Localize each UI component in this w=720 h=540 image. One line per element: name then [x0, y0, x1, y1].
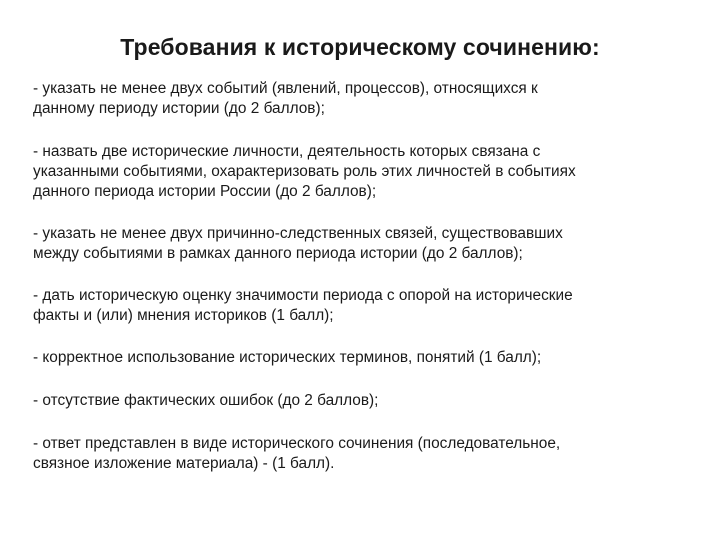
list-item: [33, 286, 688, 326]
list-item-line: факты и (или) мнения историков (1 балл);: [33, 307, 334, 324]
list-item: [33, 79, 688, 119]
page-title: Требования к историческому сочинению:: [120, 34, 600, 60]
list-item-line: - указать не менее двух событий (явлений, процессов), относящихся к: [33, 80, 538, 97]
list-item-line: - назвать две исторические личности, деятельность которых связана с: [33, 143, 541, 160]
list-item-line: между событиями в рамках данного периода истории (до 2 баллов);: [33, 245, 523, 262]
list-item-line: данному периоду истории (до 2 баллов);: [33, 100, 325, 117]
list-item-line: - корректное использование исторических терминов, понятий (1 балл);: [33, 349, 542, 366]
list-item-line: - указать не менее двух причинно-следственных связей, существовавших: [33, 225, 563, 242]
list-item-line: данного периода истории России (до 2 баллов);: [33, 183, 377, 200]
list-item-line: указанными событиями, охарактеризовать роль этих личностей в событиях: [33, 163, 576, 180]
list-item-line: - отсутствие фактических ошибок (до 2 баллов);: [33, 392, 379, 409]
list-item-line: связное изложение материала) - (1 балл).: [33, 455, 335, 472]
list-item-line: - дать историческую оценку значимости периода с опорой на исторические: [33, 287, 573, 304]
list-item: [33, 348, 688, 368]
list-item-line: - ответ представлен в виде исторического сочинения (последовательное,: [33, 435, 561, 452]
list-item: [33, 391, 688, 411]
list-item: [33, 434, 688, 474]
list-item: [33, 224, 688, 264]
list-item: [33, 142, 688, 202]
